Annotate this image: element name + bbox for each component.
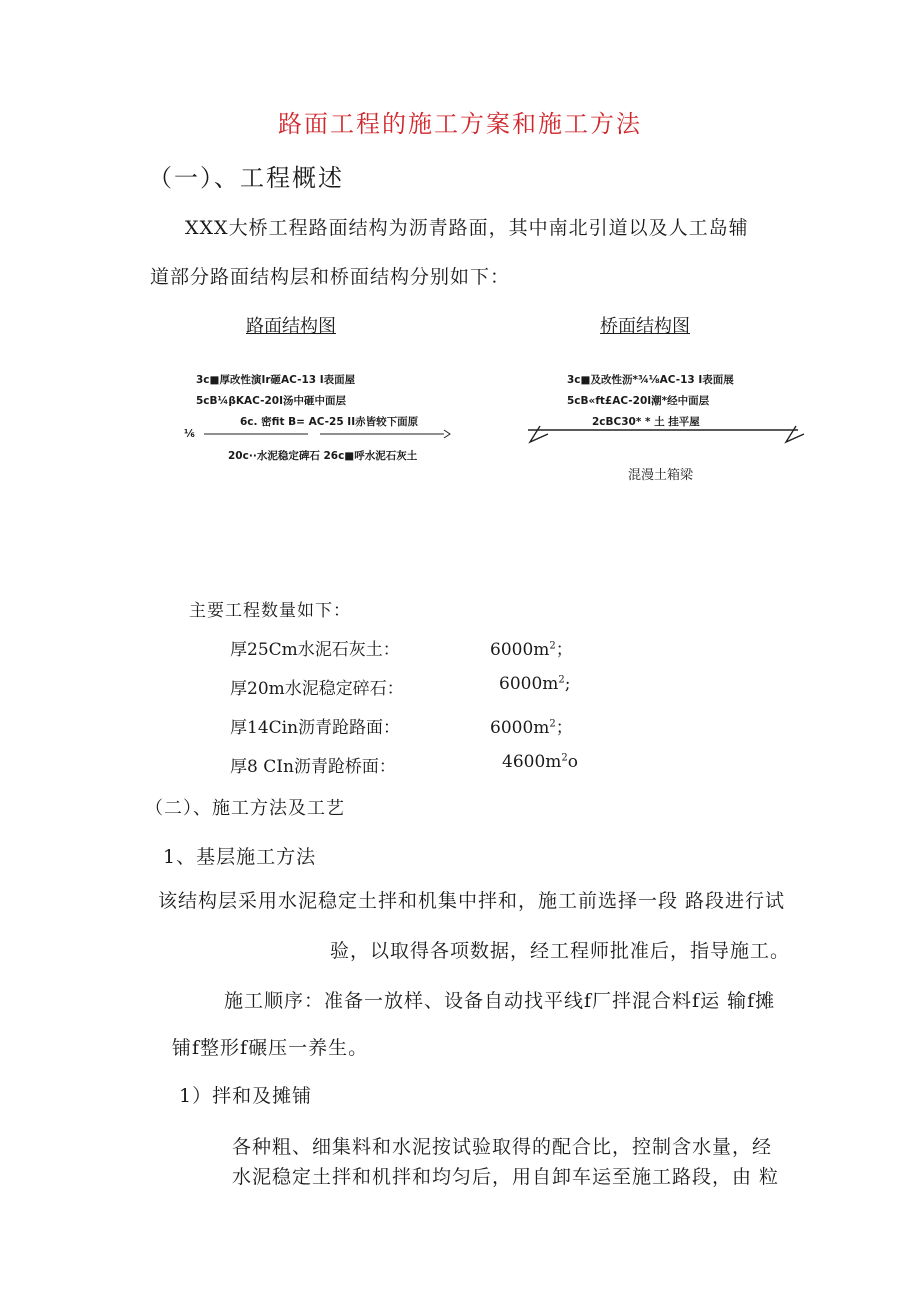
road-diagram-left-mark: ⅙ bbox=[184, 428, 195, 440]
intro-line-2: 道部分路面结构层和桥面结构分别如下： bbox=[150, 266, 511, 288]
document-title: 路面工程的施工方案和施工方法 bbox=[278, 110, 642, 138]
quantity-unit-sup: 2 bbox=[561, 752, 568, 764]
section-heading-overview: （一）、工程概述 bbox=[148, 164, 344, 192]
quantity-item-value bbox=[490, 713, 573, 738]
paragraph-1-line-2: 验，以取得各项数据，经工程师批准后，指导施工。 bbox=[330, 940, 791, 962]
road-diagram-baseline bbox=[196, 426, 456, 440]
paragraph-3-line-2: 水泥稳定土拌和机拌和均匀后，用自卸车运至施工路段，由 粒 bbox=[232, 1166, 780, 1188]
quantity-value: 6000m bbox=[490, 718, 550, 738]
paragraph-3-line-1: 各种粗、细集料和水泥按试验取得的配合比，控制含水量，经 bbox=[232, 1136, 773, 1158]
bridge-layer-2: 5cB«ft£AC-20I潮*经中面层 bbox=[567, 395, 710, 407]
road-bottom-left: 20c· bbox=[228, 450, 253, 462]
intro-line-1: XXX大桥工程路面结构为沥青路面，其中南北引道以及人工岛辅 bbox=[185, 217, 749, 239]
quantity-unit-sup: 2 bbox=[558, 674, 565, 686]
bridge-layer-1: 3c■及改性沥*¾⅛AC-13 I表面展 bbox=[567, 374, 734, 386]
quantity-value: 6000m bbox=[499, 674, 559, 694]
quantities-heading: 主要工程数量如下： bbox=[189, 601, 351, 621]
section-heading-methods: （二）、施工方法及工艺 bbox=[145, 798, 345, 819]
quantity-value: 4600m bbox=[502, 752, 562, 772]
quantity-item-value bbox=[502, 752, 578, 772]
quantity-item-label: 厚20m水泥稳定碎石： bbox=[230, 679, 404, 699]
road-diagram-title: 路面结构图 bbox=[246, 316, 336, 337]
quantity-unit-sup: 2 bbox=[549, 640, 556, 652]
road-layer-bottom bbox=[228, 448, 417, 463]
road-layer-2: 5cB¼βKAC-20I汤中砸中面层 bbox=[196, 395, 347, 407]
quantity-value: 6000m bbox=[490, 640, 550, 660]
quantity-item-value bbox=[499, 674, 571, 694]
subheading-base-layer: 1、基层施工方法 bbox=[163, 846, 317, 868]
quantity-end: ； bbox=[555, 718, 573, 738]
quantity-item-label: 厚25Cm水泥石灰土： bbox=[230, 640, 400, 660]
bridge-layer-3: 2cBC30* * 土 挂平屋 bbox=[592, 416, 700, 428]
subheading-mixing-paving: 1）拌和及摊铺 bbox=[179, 1085, 313, 1107]
quantity-end: ; bbox=[564, 674, 571, 694]
quantity-end: ； bbox=[555, 640, 573, 660]
paragraph-2-line-2: 铺f整形f碾压一养生。 bbox=[172, 1037, 369, 1059]
quantity-item-label: 厚14Cin沥青跄路面： bbox=[230, 718, 401, 738]
bridge-base-label: 混漫土箱梁 bbox=[628, 468, 694, 483]
bridge-diagram-title: 桥面结构图 bbox=[600, 316, 690, 337]
quantity-item-value bbox=[490, 635, 573, 660]
quantity-unit-sup: 2 bbox=[549, 718, 556, 730]
paragraph-1-line-1: 该结构层采用水泥稳定土拌和机集中拌和，施工前选择一段 路段进行试 bbox=[158, 890, 786, 912]
quantity-end: o bbox=[567, 752, 579, 772]
bridge-diagram-beam-line bbox=[518, 422, 808, 452]
road-bottom-text: ·水泥稳定碑石 26c■呼水泥石灰土 bbox=[252, 450, 418, 462]
paragraph-2-line-1: 施工顺序：准备一放样、设备自动找平线f厂拌混合料f运 输f摊 bbox=[224, 990, 776, 1012]
road-layer-1: 3c■厚改性演Ir砸AC-13 I表面屋 bbox=[196, 374, 356, 386]
quantity-item-label: 厚8 CIn沥青跄桥面： bbox=[230, 757, 396, 777]
road-layer-3: 6c. 密fit B= AC-25 II赤皆较下面原 bbox=[240, 416, 419, 428]
